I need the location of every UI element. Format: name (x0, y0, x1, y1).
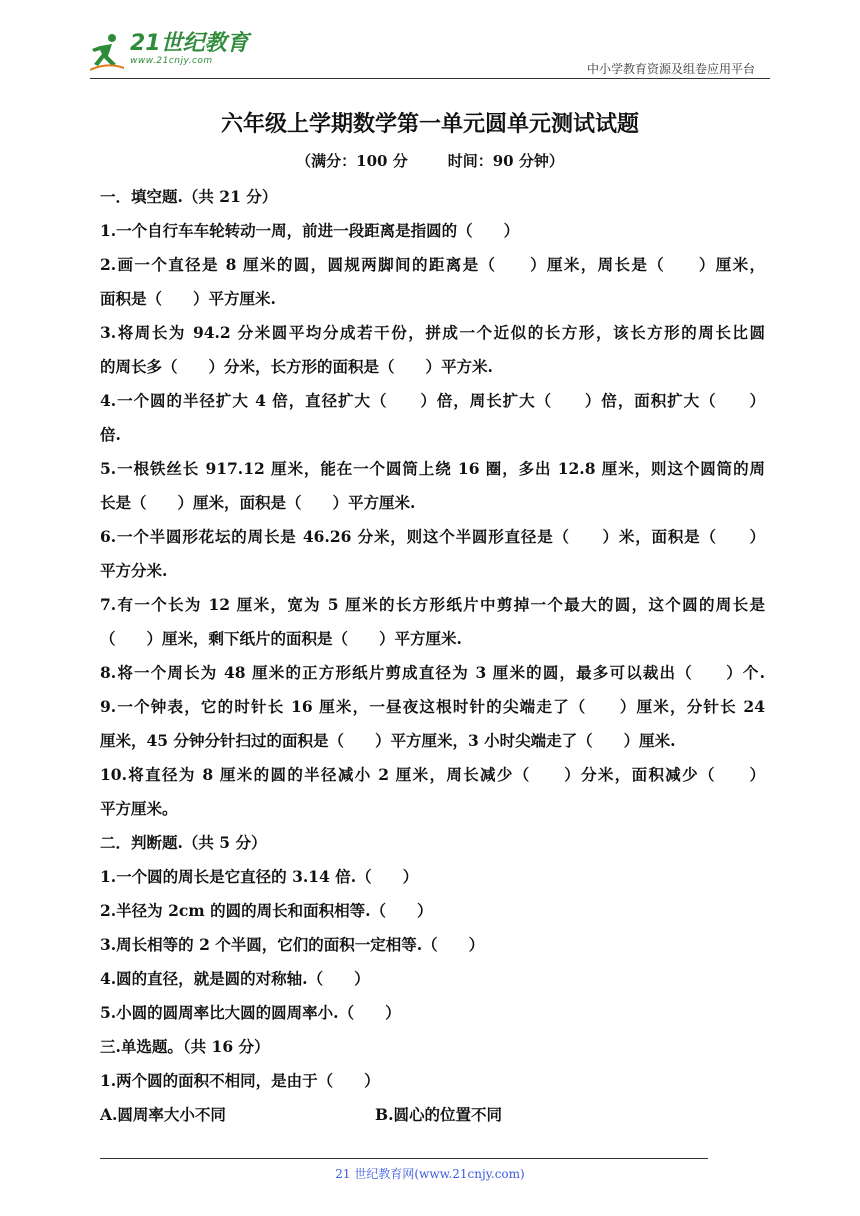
question-line: 3.将周长为 94.2 分米圆平均分成若干份，拼成一个近似的长方形，该长方形的周长比圆 (100, 323, 765, 342)
answer-options (100, 1098, 765, 1132)
section-heading: 一．填空题.（共 21 分） (100, 187, 278, 206)
question-line: 3.周长相等的 2 个半圆，它们的面积一定相等.（ ） (100, 935, 485, 954)
score-info: （满分：100 分 (296, 152, 408, 170)
runner-logo-icon (90, 32, 124, 72)
footer-divider (100, 1158, 708, 1159)
page-subtitle (0, 150, 860, 171)
page-header (90, 28, 770, 80)
logo (90, 32, 249, 72)
page-title: 六年级上学期数学第一单元圆单元测试试题 (220, 111, 639, 137)
logo-url: www.21cnjy.com (130, 56, 213, 66)
section-heading: 三.单选题。（共 16 分） (100, 1037, 270, 1056)
question-line: 2.画一个直径是 8 厘米的圆，圆规两脚间的距离是（ ）厘米，周长是（ ）厘米， (100, 255, 765, 274)
time-info: 时间：90 分钟） (447, 152, 564, 170)
option-b: B.圆心的位置不同 (375, 1105, 502, 1124)
question-line: 倍. (100, 425, 121, 444)
question-line: 4.一个圆的半径扩大 4 倍，直径扩大（ ）倍，周长扩大（ ）倍，面积扩大（ ） (100, 391, 765, 410)
question-line: 平方厘米。 (100, 799, 178, 818)
header-divider (90, 78, 770, 79)
question-line: 1.两个圆的面积不相同，是由于（ ） (100, 1071, 380, 1090)
question-line: 6.一个半圆形花坛的周长是 46.26 分米，则这个半圆形直径是（ ）米，面积是（ ） (100, 527, 765, 546)
question-line: 1.一个自行车车轮转动一周，前进一段距离是指圆的（ ） (100, 221, 520, 240)
option-a: A.圆周率大小不同 (100, 1105, 226, 1124)
question-line: 10.将直径为 8 厘米的圆的半径减小 2 厘米，周长减少（ ）分米，面积减少（ ） (100, 765, 765, 784)
question-line: 面积是（ ）平方厘米. (100, 289, 276, 308)
question-line: 7.有一个长为 12 厘米，宽为 5 厘米的长方形纸片中剪掉一个最大的圆，这个圆的周长是 (100, 595, 765, 614)
page-footer: 21 世纪教育网(www.21cnjy.com) (335, 1167, 525, 1181)
question-line: 5.一根铁丝长 917.12 厘米，能在一个圆筒上绕 16 圈，多出 12.8 厘米，则这个圆筒的周 (100, 459, 765, 478)
section-heading: 二．判断题.（共 5 分） (100, 833, 267, 852)
question-line: 5.小圆的圆周率比大圆的圆周率小.（ ） (100, 1003, 401, 1022)
question-line: （ ）厘米，剩下纸片的面积是（ ）平方厘米. (100, 629, 462, 648)
question-line: 长是（ ）厘米，面积是（ ）平方厘米. (100, 493, 416, 512)
question-line: 9.一个钟表，它的时针长 16 厘米，一昼夜这根时针的尖端走了（ ）厘米，分针长 24 (100, 697, 765, 716)
question-line: 2.半径为 2cm 的圆的周长和面积相等.（ ） (100, 901, 433, 920)
logo-title: 21世纪教育 (130, 31, 249, 56)
question-line: 平方分米. (100, 561, 168, 580)
question-line: 的周长多（ ）分米，长方形的面积是（ ）平方米. (100, 357, 493, 376)
question-line: 厘米，45 分钟分针扫过的面积是（ ）平方厘米，3 小时尖端走了（ ）厘米. (100, 731, 676, 750)
question-line: 8.将一个周长为 48 厘米的正方形纸片剪成直径为 3 厘米的圆，最多可以裁出（ ）个. (100, 663, 765, 682)
exam-content (100, 180, 765, 1132)
question-line: 1.一个圆的周长是它直径的 3.14 倍.（ ） (100, 867, 419, 886)
platform-label: 中小学教育资源及组卷应用平台 (586, 62, 755, 76)
question-line: 4.圆的直径，就是圆的对称轴.（ ） (100, 969, 370, 988)
